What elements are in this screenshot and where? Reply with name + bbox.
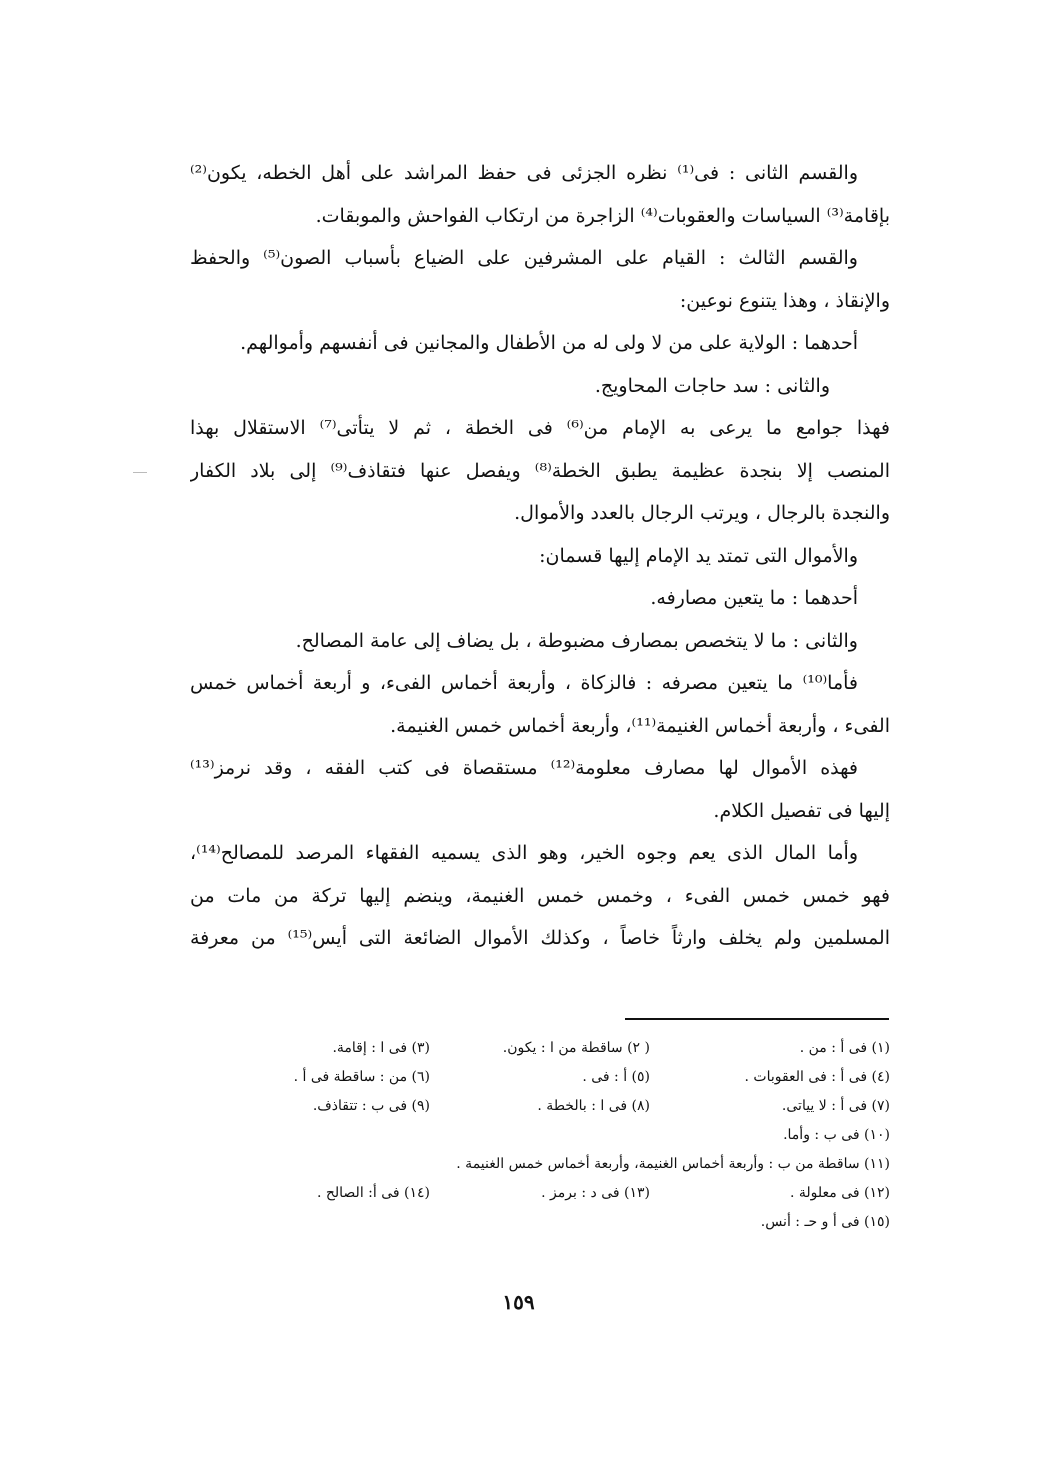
text-line: إليها فى تفصيل الكلام.: [713, 799, 890, 822]
text-line: المنصب إلا بنجدة عظيمة يطبق الخطة⁽⁸⁾ ويفصل عنها فتقاذف⁽⁹⁾ إلى بلاد الكفار: [190, 459, 890, 482]
margin-mark: [133, 472, 147, 473]
page-number: ١٥٩: [502, 1290, 535, 1314]
footnote: (١٢) فى معلولة .: [789, 1185, 890, 1201]
text-line: والقسم الثانى : فى⁽¹⁾ نظره الجزئى فى حفظ المراشد على أهل الخطه، يكون⁽²⁾: [190, 162, 858, 184]
text-line: فهذه الأموال لها مصارف معلومة⁽¹²⁾ مستقصاة فى كتب الفقه ، وقد نرمز⁽¹³⁾: [190, 757, 858, 779]
footnote: (٥) أ : فى .: [582, 1069, 650, 1085]
footnote: (٦) من : ساقطة فى أ .: [293, 1069, 430, 1085]
footnote: (١) فى أ : من .: [799, 1040, 890, 1056]
text-line: الفىء ، وأربعة أخماس الغنيمة⁽¹¹⁾، وأربعة أخماس خمس الغنيمة.: [390, 714, 890, 737]
footnote-separator: [625, 1018, 889, 1020]
text-line: أحدهما : ما يتعين مصارفه.: [650, 587, 858, 609]
text-line: والثانى : ما لا يتخصص بمصارف مضبوطة ، بل يضاف إلى عامة المصالح.: [295, 629, 858, 652]
footnote: (١٠) فى ب : وأما.: [783, 1127, 890, 1143]
footnote: (٣) فى ا : إقامة.: [332, 1040, 430, 1056]
text-line: والثانى : سد حاجات المحاويج.: [594, 374, 830, 397]
text-line: والأموال التى تمتد يد الإمام إليها قسمان:: [539, 544, 858, 567]
main-text: [190, 152, 890, 960]
footnote: (١٣) فى د : برمز .: [541, 1185, 650, 1201]
footnote: (١٤) فى أ: الصالح .: [316, 1185, 430, 1201]
footnote: (٤) فى أ : فى العقوبات .: [744, 1069, 890, 1085]
text-line: والنجدة بالرجال ، ويرتب الرجال بالعدد والأموال.: [514, 502, 890, 524]
footnote-row: [240, 1063, 890, 1092]
footnote: (٧) فى أ : لا يياتى.: [781, 1098, 890, 1114]
text-line: فهو خمس خمس الفىء ، وخمس خمس الغنيمة، وينضم إليها تركة من مات من: [190, 884, 890, 907]
text-line: المسلمين ولم يخلف وارثاً خاصاً ، وكذلك الأموال الضائعة التى أيس⁽¹⁵⁾ من معرفة: [190, 927, 890, 949]
footnote: (٨) فى ا : بالخطة .: [537, 1098, 650, 1114]
text-line: والقسم الثالث : القيام على المشرفين على الضياع بأسباب الصون⁽⁵⁾ والحفظ: [190, 247, 858, 269]
footnote: (١٥) فى أ و حـ : أنس.: [760, 1214, 890, 1230]
text-line: فهذا جوامع ما يرعى به الإمام من⁽⁶⁾ فى الخطة ، ثم لا يتأتى⁽⁷⁾ الاستقلال بهذا: [190, 417, 890, 439]
footnote-row: [240, 1034, 890, 1063]
footnote-row: [240, 1092, 890, 1121]
text-line: بإقامة⁽³⁾ السياسات والعقوبات⁽⁴⁾ الزاجرة من ارتكاب الفواحش والموبقات.: [315, 204, 890, 227]
footnote-row: [240, 1121, 890, 1150]
footnote: ( ٢) ساقطة من ا : يكون.: [502, 1040, 650, 1056]
footnote: (٩) فى ب : تتقاذف.: [312, 1098, 430, 1114]
text-line: فأما⁽¹⁰⁾ ما يتعين مصرفه : فالزكاة ، وأربعة أخماس الفىء، و أربعة أخماس خمس: [190, 672, 858, 694]
text-line: أحدهما : الولاية على من لا ولى له من الأطفال والمجانين فى أنفسهم وأموالهم.: [240, 332, 858, 354]
text-line: وأما المال الذى يعم وجوه الخير، وهو الذى يسميه الفقهاء المرصد للمصالح⁽¹⁴⁾،: [190, 842, 858, 864]
footnotes: [240, 1034, 890, 1237]
footnote-row: [240, 1150, 890, 1179]
footnote-row: [240, 1208, 890, 1237]
footnote-row: [240, 1179, 890, 1208]
text-line: والإنقاذ ، وهذا يتنوع نوعين:: [679, 289, 890, 312]
footnote: (١١) ساقطة من ب : وأربعة أخماس الغنيمة، وأربعة أخماس خمس الغنيمة .: [456, 1156, 890, 1172]
